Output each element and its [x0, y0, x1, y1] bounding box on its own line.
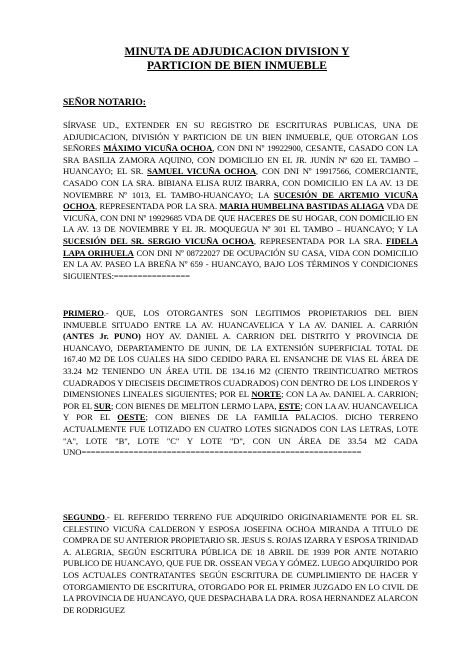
document-title-line-2: PARTICION DE BIEN INMUEBLE: [147, 60, 327, 72]
intro-text-3: , CON DNI Nº 19917566, COMERCIANTE, CASADO CON LA SRA. BIBIANA ELISA RUIZ IBARRA, CON DOMICILIO EN LA AV. 13 DE NOVIEMBRE Nº 1013, EL TAMBO-HUANCAYO; LA: [63, 166, 418, 200]
clause-label-primero: PRIMERO: [63, 308, 104, 318]
grantor-name-sucesion-sergio: SUCESIÓN DEL SR. SERGIO VICUÑA OCHOA: [63, 235, 254, 246]
document-title-line-1: MINUTA DE ADJUDICACION DIVISION Y: [124, 46, 350, 58]
intro-text-5: VDA DE VICUÑA, CON DNI Nº 19929685 VDA DE QUE HACERES DE SU HOGAR, CON DOMICILIO EN LA AV. 13 DE NOVIEMBRE Y EL JR. MOQUEGUA Nº 301 EL TAMBO – HUANCAYO; Y LA: [63, 201, 418, 235]
primero-text-6: ; CON BIENES DE LA FAMILIA PALACIOS. DICHO TERRENO ACTUALMENTE FUE LOTIZADO EN CUATRO LOTES SIGNADOS CON LAS LETRAS, LOTE "A", LOTE "B", LOTE "C" Y LOTE "D", CON UN ÁREA DE 33.54 M2 CADA UNO===========================================================: [63, 412, 418, 458]
clause-label-segundo: SEGUNDO: [63, 512, 105, 522]
primero-text-5: ; CON LA AV. HUANCAVELICA Y POR EL: [63, 400, 418, 423]
grantor-name-maximo: MÁXIMO VICUÑA OCHOA: [103, 143, 213, 154]
boundary-este: ESTE: [278, 400, 301, 411]
intro-text-1: SÍRVASE UD., EXTENDER EN SU REGISTRO DE ESCRITURAS PUBLICAS, UNA DE ADJUDICACION, DIVISIÓN Y PARTICION DE UN BIEN INMUEBLE, QUE OTORGAN LOS SEÑORES: [63, 120, 418, 154]
boundary-norte: NORTE: [251, 389, 282, 400]
primero-text-4: ; CON BIENES DE MELITON LERMO LAPA,: [110, 400, 279, 411]
paragraph-primero: [63, 308, 418, 459]
antes-jr-puno: (ANTES Jr. PUNO): [63, 331, 141, 342]
intro-text-7: CON DNI Nº 08722027 DE OCUPACIÓN SU CASA, VIDA CON DOMICILIO EN LA AV. PASEO LA BREÑA Nº 659 - HUANCAYO, BAJO LOS TÉRMINOS Y CONDICIONES SIGUIENTES:================: [63, 247, 418, 281]
intro-text-4: , REPRESENTADA POR LA SRA.: [94, 201, 220, 212]
intro-text-6: , REPRESENTADA POR LA SRA.: [253, 235, 387, 246]
primero-text-2: HOY AV. DANIEL A. CARRION DEL DISTRITO Y PROVINCIA DE HUANCAYO, DEPARTAMENTO DE JUNIN, DE LA EXTENSIÓN SUPERFICIAL TOTAL DE 167.40 M2 DE LOS CUALES HA SIDO CEDIDO PARA EL ENSANCHE DE VIAS EL ÁREA DE 33.24 M2 TENIENDO UN ÁREA UTIL DE 134.16 M2 (CIENTO TREINTICUATRO METROS CUADRADOS Y DIECISEIS DECIMETROS CUADRADOS) CON DENTRO DE LOS LINDEROS Y DIMENSIONES LINEALES SIGUIENTES; POR EL: [63, 331, 418, 400]
grantor-name-samuel: SAMUEL VICUÑA OCHOA: [147, 166, 256, 177]
grantor-name-fidela: FIDELA LAPA ORIHUELA: [63, 235, 418, 258]
primero-text-1: .- QUE, LOS OTORGANTES SON LEGITIMOS PROPIETARIOS DEL BIEN INMUEBLE SITUADO ENTRE LA AV. HUANCAVELICA Y LA AV. DANIEL A. CARRIÓN: [63, 308, 418, 330]
grantor-name-maria: MARIA HUMBELINA BASTIDAS ALIAGA: [219, 201, 385, 212]
primero-text-3: ; CON LA Av. DANIEL A. CARRION; POR EL: [63, 389, 418, 411]
segundo-text-1: .- EL REFERIDO TERRENO FUE ADQUIRIDO ORIGINARIAMENTE POR EL SR. CELESTINO VICUÑA CALDERON Y ESPOSA JOSEFINA OCHOA MIRANDA A TITULO DE COMPRA DE SU ANTERIOR PROPIETARIO SR. JESUS S. ROJAS IZARRA Y ESPOSA TRINIDAD A. ALEGRIA, SEGÚN ESCRITURA PÚBLICA DE 18 ABRIL DE 1939 POR ANTE NOTARIO PUBLICO DE HUANCAYO, QUE FUE DR. OSSEAN VEGA Y GÓMEZ. LUEGO ADQUIRIDO POR LOS ACTUALES CONTRATANTES SEGÚN ESCRITURA DE CUMPLIMIENTO DE HACER Y OTORGAMIENTO DE ESCRITURA, OTORGADO POR EL PRIMER JUZGADO EN LO CIVIL DE LA PROVINCIA DE HUANCAYO, QUE DESPACHABA LA DRA. ROSA HERNANDEZ ALARCON DE RODRIGUEZ: [63, 512, 418, 615]
paragraph-segundo: [63, 512, 418, 616]
intro-text-2: , CON DNI Nº 19922900, CESANTE, CASADO CON LA SRA BASILIA ZAMORA AQUINO, CON DOMICILIO EN EL JR. JUNÍN Nº 620 EL TAMBO – HUANCAYO; EL SR.: [63, 143, 419, 177]
boundary-sur: SUR: [94, 400, 111, 411]
grantor-name-sucesion-artemio: SUCESIÓN DE ARTEMIO VICUÑA OCHOA: [63, 189, 418, 212]
salutation: SEÑOR NOTARIO:: [63, 98, 146, 108]
boundary-oeste: OESTE: [117, 412, 146, 423]
paragraph-intro: [63, 120, 418, 282]
